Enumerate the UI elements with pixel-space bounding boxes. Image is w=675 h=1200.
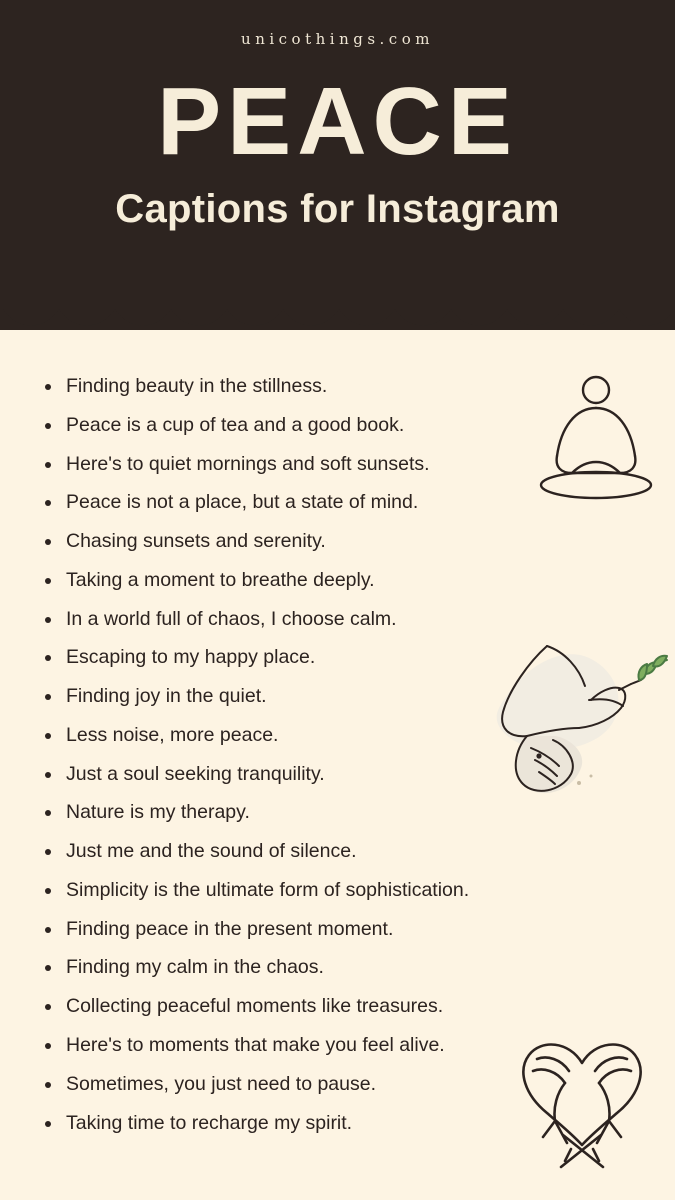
page-subtitle: Captions for Instagram <box>115 186 560 231</box>
list-item: In a world full of chaos, I choose calm. <box>30 609 645 629</box>
captions-list <box>30 376 645 1133</box>
list-item: Just me and the sound of silence. <box>30 841 645 861</box>
list-item: Sometimes, you just need to pause. <box>30 1074 645 1094</box>
list-item: Nature is my therapy. <box>30 802 645 822</box>
list-item: Peace is a cup of tea and a good book. <box>30 415 645 435</box>
list-item: Just a soul seeking tranquility. <box>30 764 645 784</box>
list-item: Escaping to my happy place. <box>30 647 645 667</box>
poster-header <box>0 0 675 330</box>
list-item: Here's to quiet mornings and soft sunsets. <box>30 454 645 474</box>
list-item: Simplicity is the ultimate form of sophistication. <box>30 880 645 900</box>
list-item: Finding my calm in the chaos. <box>30 957 645 977</box>
list-item: Chasing sunsets and serenity. <box>30 531 645 551</box>
list-item: Finding joy in the quiet. <box>30 686 645 706</box>
scallop-divider <box>0 305 675 331</box>
captions-section <box>0 330 675 1161</box>
list-item: Taking time to recharge my spirit. <box>30 1113 645 1133</box>
list-item: Finding peace in the present moment. <box>30 919 645 939</box>
list-item: Finding beauty in the stillness. <box>30 376 645 396</box>
list-item: Peace is not a place, but a state of mind. <box>30 492 645 512</box>
site-url: unicothings.com <box>241 30 434 48</box>
page-title: PEACE <box>157 68 518 175</box>
list-item: Taking a moment to breathe deeply. <box>30 570 645 590</box>
list-item: Here's to moments that make you feel alive. <box>30 1035 645 1055</box>
list-item: Less noise, more peace. <box>30 725 645 745</box>
list-item: Collecting peaceful moments like treasures. <box>30 996 645 1016</box>
